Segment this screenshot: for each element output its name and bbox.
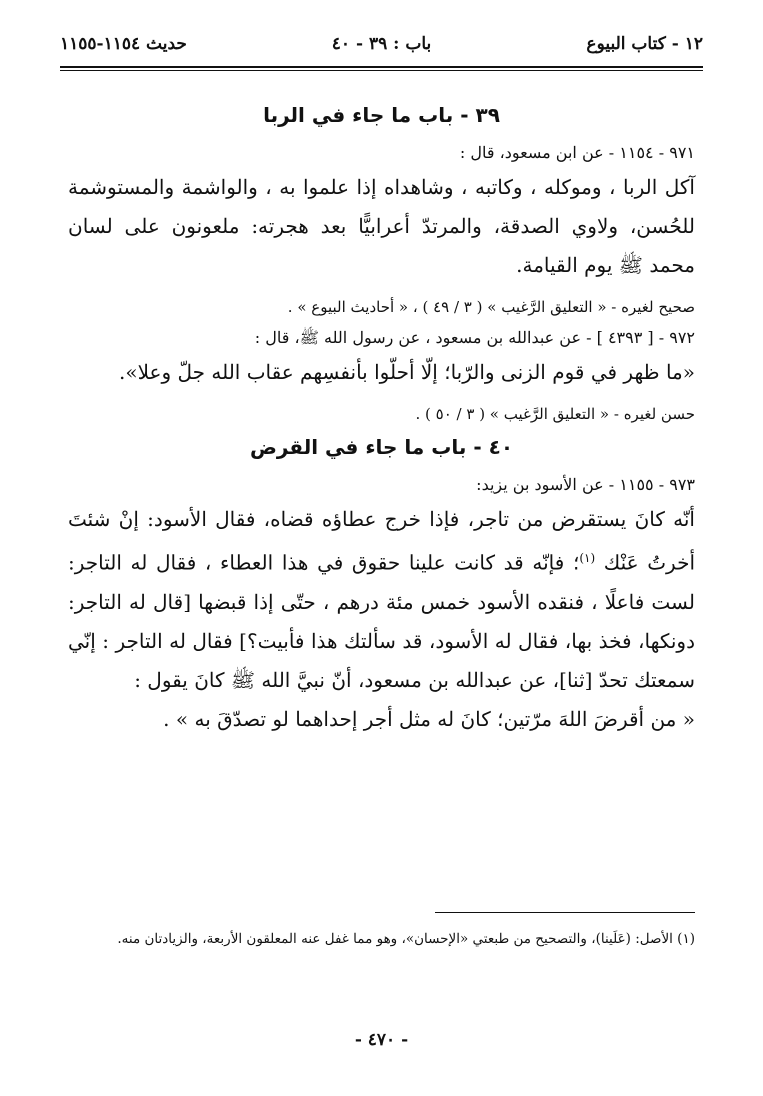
- hadith-972-text: «ما ظهر في قوم الزنى والرّبا؛ إلّا أحلّوا بأنفسِهم عقاب الله جلّ وعلا».: [119, 360, 695, 384]
- hadith-973-text-part2: ؛ فإنّه قد كانت علينا حقوق في هذا العطاء ، فقال له التاجر: لست فاعلًا ، فنقده الأسود خمس مئة درهم ، حتّى إذا قبضها [قال له التاجر: دونكها، فخذ بها، فقال له الأسود، قد سألتك هذا فأبيت؟] فقال له التاجر : إنّي سمعتك تحدّ [ثنا]، عن عبدالله بن مسعود، أنّ نبيَّ الله ﷺ كانَ يقول :: [68, 550, 695, 692]
- page-number: - ٤٧٠ -: [354, 1030, 409, 1050]
- running-head-hadiths: حديث ١١٥٤-١١٥٥: [60, 34, 187, 54]
- running-head-chapters: باب : ٣٩ - ٤٠: [331, 34, 432, 54]
- hadith-971-grade: صحيح لغيره - « التعليق الرَّغيب » ( ٣ / ٤٩ ) ، « أحاديث البيوع » .: [287, 298, 695, 316]
- chapter-title-riba: ٣٩ - باب ما جاء في الربا: [263, 103, 500, 127]
- running-head-book: ١٢ - كتاب البيوع: [586, 34, 703, 54]
- hadith-973-text-part1: أنّه كانَ يستقرض من تاجر، فإذا خرج عطاؤه قضاه، فقال الأسود: إنْ شئتَ أخرتُ عَنْك: [68, 507, 696, 575]
- footnote-rule: [435, 912, 695, 913]
- hadith-971-text: آكل الربا ، وموكله ، وكاتبه ، وشاهداه إذا علموا به ، والواشمة والمستوشمة للحُسن، ولاوي الصدقة، والمرتدّ أعرابيًّا بعد هجرته: ملعونون على لسان محمد ﷺ يوم القيامة.: [68, 175, 695, 277]
- running-head: [60, 30, 703, 62]
- page-body: [68, 98, 695, 739]
- footnote-reference: (١): [579, 551, 596, 565]
- header-rule-thin: [60, 70, 703, 71]
- hadith-972-grade: حسن لغيره - « التعليق الرَّغيب » ( ٣ / ٥٠ ) .: [415, 405, 695, 423]
- header-rule: [60, 66, 703, 68]
- hadith-972-head: ٩٧٢ - [ ٤٣٩٣ ] - عن عبدالله بن مسعود ، عن رسول الله ﷺ، قال :: [254, 328, 695, 347]
- hadith-971-head: ٩٧١ - ١١٥٤ - عن ابن مسعود، قال :: [459, 143, 695, 162]
- chapter-title-qard: ٤٠ - باب ما جاء في القرض: [249, 435, 514, 459]
- footnote: (١) الأصل: (عَلَينا)، والتصحيح من طبعتي «الإحسان»، وهو مما غفل عنه المعلقون الأربعة، والزيادتان منه.: [117, 931, 695, 947]
- hadith-973-text: [68, 500, 695, 700]
- hadith-973-quote: « من أقرضَ اللهَ مرّتين؛ كانَ له مثل أجر إحداهما لو تصدّقَ به » .: [163, 706, 695, 731]
- hadith-973-head: ٩٧٣ - ١١٥٥ - عن الأسود بن يزيد:: [476, 475, 695, 494]
